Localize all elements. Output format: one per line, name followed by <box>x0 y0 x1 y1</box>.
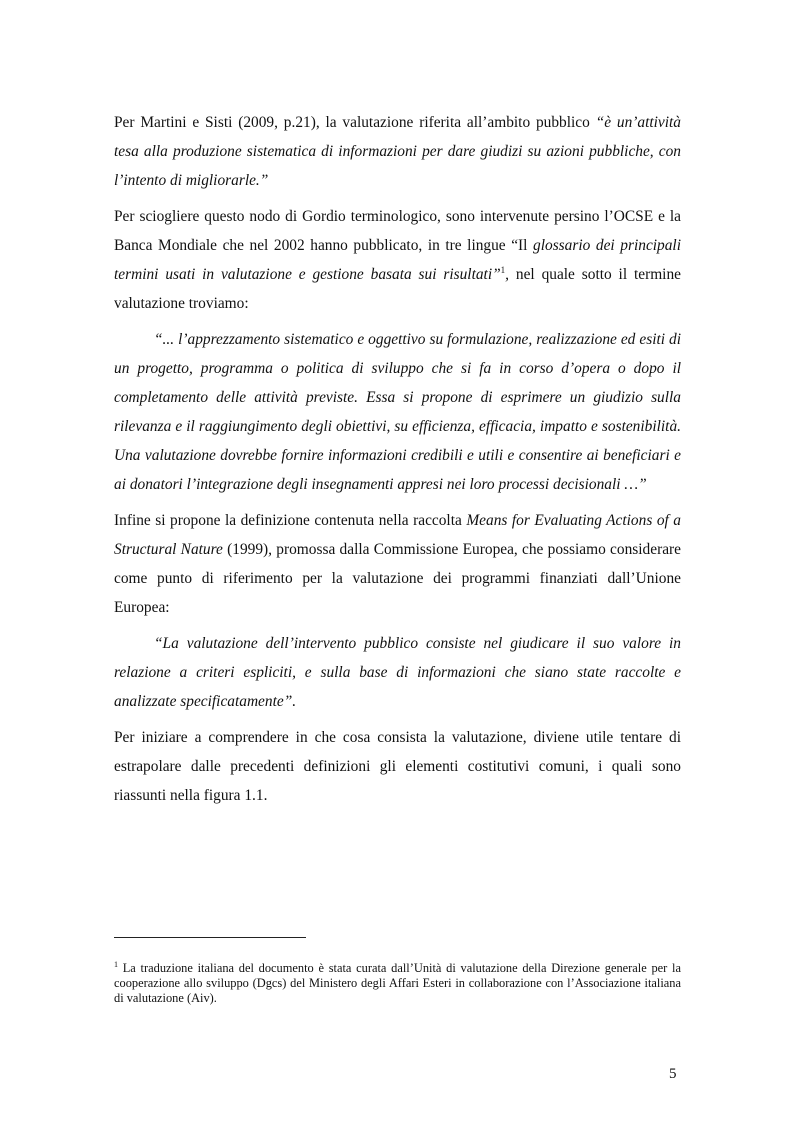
p2-comma: , <box>505 266 510 283</box>
footnote-text: La traduzione italiana del documento è stata curata dall’Unità di valutazione della Direzione generale per la cooperazione allo sviluppo (Dgcs) del Ministero degli Affari Esteri in collaborazione con l’Associazione italiana di valutazione (Aiv). <box>114 961 681 1005</box>
paragraph-ocse <box>114 202 681 318</box>
quote-glossario: “... l’apprezzamento sistematico e oggettivo su formulazione, realizzazione ed esiti di un progetto, programma o politica di sviluppo che si fa in corso d’opera o dopo il completamento delle attività previste. Essa si propone di esprimere un giudizio sulla rilevanza e il raggiungimento degli obiettivi, su efficienza, efficacia, impatto e sostenibilità. Una valutazione dovrebbe fornire informazioni credibili e utili e consentire ai beneficiari e ai donatori l’integrazione degli insegnamenti appresi nei loro processi decisionali …” <box>114 331 681 493</box>
footnote-marker: 1 <box>114 960 118 969</box>
page-number: 5 <box>669 1066 677 1082</box>
p2-title: glossario dei principali termini usati in valutazione e gestione basata sui risultati” <box>114 237 681 283</box>
footnote-separator <box>114 937 306 938</box>
p2-tail: nel quale sotto il termine valutazione troviamo: <box>114 266 681 312</box>
p1-quote: “è un’attività tesa alla produzione sistematica di informazioni per dare giudizi su azioni pubbliche, con l’intento di migliorarle.” <box>114 114 681 189</box>
quote-commissione: “La valutazione dell’intervento pubblico consiste nel giudicare il suo valore in relazione a criteri espliciti, e sulla base di informazioni che siano state raccolte e analizzate specificatamente”. <box>114 635 681 710</box>
p3-comma: , <box>268 541 273 558</box>
p3-text: Infine si propone la definizione contenuta nella raccolta <box>114 512 467 529</box>
p3-title: Means for Evaluating Actions of a Structural Nature <box>114 512 681 558</box>
paragraph-means <box>114 506 681 622</box>
footnote <box>114 961 681 1006</box>
paragraph-martini-sisti <box>114 108 681 195</box>
paragraph-conclusion: Per iniziare a comprendere in che cosa consista la valutazione, diviene utile tentare di estrapolare dalle precedenti definizioni gli elementi costitutivi comuni, i quali sono riassunti nella figura 1.1. <box>114 729 681 804</box>
footnote-ref[interactable]: 1 <box>500 265 506 275</box>
p2-text: Per sciogliere questo nodo di Gordio terminologico, sono intervenute persino l’OCSE e la Banca Mondiale che nel 2002 hanno pubblicato, in tre lingue “Il <box>114 208 681 254</box>
body-text <box>114 108 681 810</box>
p1-text: Per Martini e Sisti (2009, p.21), la valutazione riferita all’ambito pubblico <box>114 114 596 131</box>
p3-tail: promossa dalla Commissione Europea, che possiamo considerare come punto di riferimento per la valutazione dei programmi finanziati dall’Unione Europea: <box>114 541 681 616</box>
p3-year: (1999) <box>222 541 269 558</box>
